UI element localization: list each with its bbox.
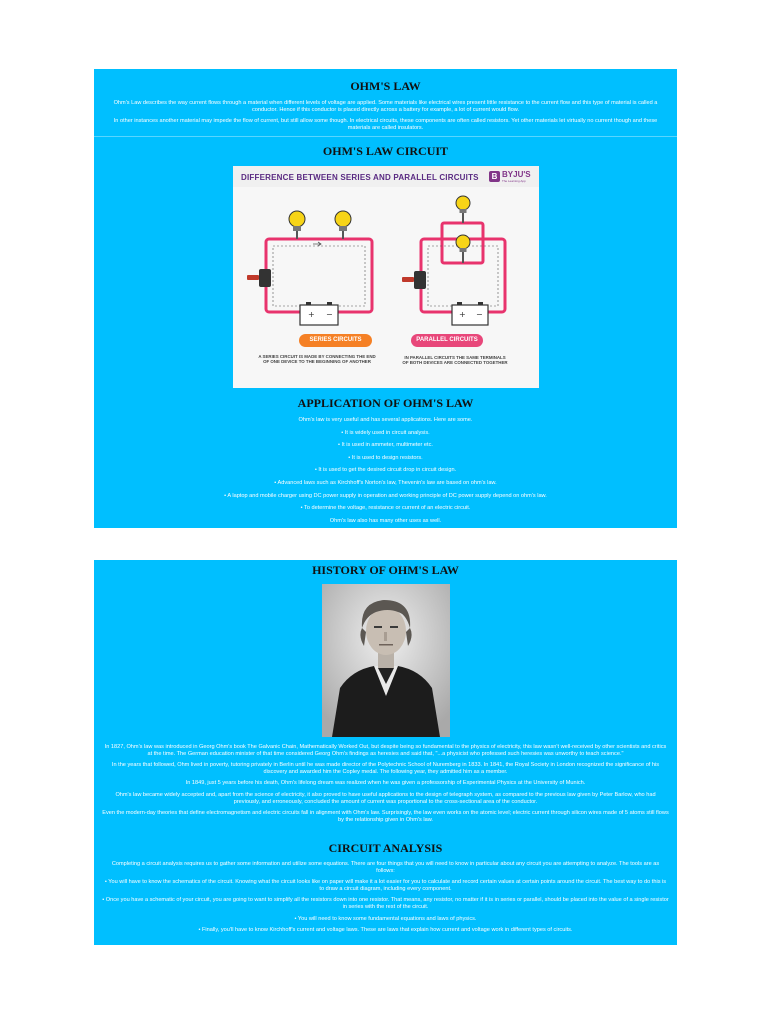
application-item: • It is used to design resistors. xyxy=(348,454,423,461)
switch-icon xyxy=(247,269,271,287)
circuit-heading: OHM'S LAW CIRCUIT xyxy=(322,144,449,159)
circuit-diagrams xyxy=(233,187,539,332)
history-paragraph: In 1827, Ohm's law was introduced in Georg Ohm's book The Galvanic Chain, Mathematically Worked Out, but despite being so fundamental to the physics of electricity, this law wasn't well-received by other scientists and critics at the time. The German education minister of that time considered Georg Ohm's findings as heresies and said that, "...a physicist who professed such heresies was unworthy to teach science." xyxy=(104,744,667,757)
history-paragraph: Ohm's law became widely accepted and, apart from the science of electricity, it also proved to have useful applications to the design of telegraph system, as compared to the previous law given by Peter Barlow, who had previously, and erroneously, concluded the amount of current was proportional to the cross-sectional area of the conductor. xyxy=(115,791,656,805)
logo-text: BYJU'S xyxy=(502,170,531,179)
analysis-heading: CIRCUIT ANALYSIS xyxy=(328,841,443,855)
application-item: • It is widely used in circuit analysis. xyxy=(341,429,430,436)
logo-subtitle: The Learning App xyxy=(502,179,526,183)
parallel-circuit-diagram xyxy=(402,196,505,325)
byjus-logo xyxy=(489,170,533,184)
svg-text:+: + xyxy=(308,310,315,319)
infographic-title: DIFFERENCE BETWEEN SERIES AND PARALLEL CIRCUITS xyxy=(241,173,479,182)
analysis-section xyxy=(94,841,677,934)
georg-ohm-portrait xyxy=(322,584,450,737)
analysis-paragraph: • Once you have a schematic of your circuit, you are going to want to simplify all the resistors down into one resistor. That means, any resistor, no matter if it is in series or parallel, should be placed into the value of a single resistor in series with the rest of the circuit. xyxy=(102,897,669,910)
application-section xyxy=(94,396,677,524)
svg-text:−: − xyxy=(476,310,483,319)
parallel-circuits-description: IN PARALLEL CIRCUITS THE SAME TERMINALS OF BOTH DEVICES ARE CONNECTED TOGETHER xyxy=(402,355,508,366)
application-item: • A laptop and mobile charger using DC power supply in operation and working principle of DC power supply depend on ohm's law. xyxy=(224,492,547,499)
analysis-paragraph: Completing a circuit analysis requires us to gather some information and utilize some equations. There are four things that you will need to know in particular about any circuit you are attempting to analyze. The tools are as follows: xyxy=(111,861,660,874)
circuit-infographic xyxy=(233,166,539,388)
application-item: • It is used to get the desired circuit drop in circuit design. xyxy=(314,467,457,474)
history-paragraph: In the years that followed, Ohm lived in poverty, tutoring privately in Berlin until he was made director of the Polytechnic School of Nuremberg in 1833. In 1841, the Royal Society in London recognized the significance of his discovery and awarded him the Copley medal. The following year, they admitted him as a member. xyxy=(111,762,660,775)
bulb-icon xyxy=(289,211,305,239)
series-circuit-diagram xyxy=(247,211,372,325)
application-item: Ohm's law is very useful and has several applications. Here are some. xyxy=(298,417,473,423)
analysis-paragraph: • You will have to know the schematics of the circuit. Knowing what the circuit looks like on paper will make it a lot easier for you to calculate and record certain values at certain points around the circuit. The best way to do this is to draw a circuit diagram, including every component. xyxy=(104,879,667,892)
bulb-icon xyxy=(335,211,351,239)
application-heading: APPLICATION OF OHM'S LAW xyxy=(297,396,474,410)
intro-paragraph-2: In other instances another material may impede the flow of current, but still allow some though. In electrical circuits, these components are often called resistors. Yet other materials let virtually no current though and these materials are called insulators. xyxy=(113,118,658,131)
history-text xyxy=(94,744,677,823)
application-item: • To determine the voltage, resistance or current of an electric circuit. xyxy=(300,505,471,512)
page-two xyxy=(94,560,677,945)
history-heading: HISTORY OF OHM'S LAW xyxy=(312,563,459,577)
application-item: • It is used in ammeter, multimeter etc. xyxy=(338,442,433,449)
infographic-header xyxy=(233,166,539,187)
series-circuits-description: A SERIES CIRCUIT IS MADE BY CONNECTING THE END OF ONE DEVICE TO THE BEGINNING OF ANOTHER xyxy=(258,354,376,365)
battery-icon xyxy=(300,302,338,325)
logo-mark: B xyxy=(489,171,500,182)
svg-text:−: − xyxy=(326,310,333,319)
section-divider xyxy=(94,136,677,137)
application-item: • Advanced laws such as Kirchhoff's Norton's law, Thevenin's law are based on ohm's law. xyxy=(274,479,497,486)
intro-paragraph-1: Ohm's Law describes the way current flows through a material when different levels of voltage are applied. Some materials like electrical wires present little resistance to the current flow and this type of material is called a conductor. Hence if this conductor is placed directly across a battery for example, a lot of current would flow. xyxy=(113,100,658,113)
analysis-paragraph: • You will need to know some fundamental equations and laws of physics. xyxy=(294,915,477,922)
series-circuits-label: SERIES CIRCUITS xyxy=(299,334,372,347)
battery-icon xyxy=(452,302,488,325)
page-one xyxy=(94,69,677,528)
parallel-circuits-label: PARALLEL CIRCUITS xyxy=(411,334,483,347)
history-paragraph: Even the modern-day theories that define electromagnetism and electric circuits fall in alignment with Ohm's law. Surprisingly, the law even works on the atomic level; electric current through silicon wires made of 5 atoms still flows by the relationship given in Ohm's law. xyxy=(102,810,669,823)
bulb-icon xyxy=(456,196,470,223)
portrait-image xyxy=(322,584,450,737)
page-title: OHM'S LAW xyxy=(350,79,421,93)
analysis-paragraph: • Finally, you'll have to know Kirchhoff's current and voltage laws. These are laws that explain how current and voltage work in different types of circuits. xyxy=(198,927,573,934)
svg-text:+: + xyxy=(459,310,466,319)
application-item: Ohm's law also has many other uses as well. xyxy=(329,517,442,524)
switch-icon xyxy=(402,271,426,289)
bulb-icon xyxy=(456,235,470,263)
history-paragraph: In 1849, just 5 years before his death, Ohm's lifelong dream was realized when he was given a professorship of Experimental Physics at the University of Munich. xyxy=(185,780,586,787)
